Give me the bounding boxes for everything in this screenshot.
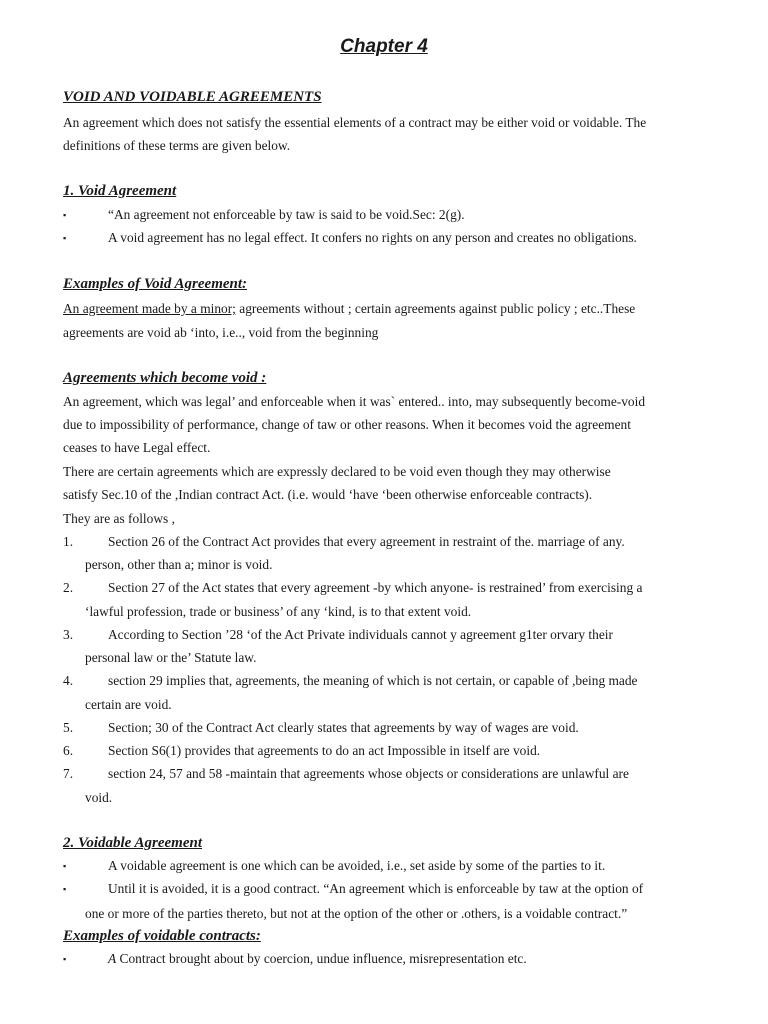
para-line: There are certain agreements which are expressly declared to be void even though they may otherwise [63,464,611,479]
heading-voidable-agreement: 2. Voidable Agreement [63,835,203,851]
heading-void-agreement: 1. Void Agreement [63,183,177,199]
numbered-item-line: Section S6(1) provides that agreements to do an act Impossible in itself are void. [108,743,541,758]
examples-void-line [63,300,635,318]
item-number: 5. [63,720,74,735]
heading-examples-voidable: Examples of voidable contracts: [63,928,261,944]
para-line: satisfy Sec.10 of the ,Indian contract Act. (i.e. would ‘have ‘been otherwise enforceable contracts). [63,487,593,502]
bullet-marker: ▪ [63,954,67,964]
examples-void-underlined: An agreement made by a minor; [63,301,236,316]
para-line: An agreement, which was legal’ and enforceable when it was` entered.. into, may subsequently become-void [63,394,646,409]
para-line: They are as follows , [63,511,175,526]
bullet-marker: ▪ [63,210,67,220]
voidable-example-prefix: A [108,951,117,966]
heading-become-void: Agreements which become void : [63,370,267,386]
item-number: 4. [63,673,74,688]
item-number: 2. [63,580,74,595]
voidable-bullet-cont: one or more of the parties thereto, but not at the option of the other or .others, is a voidable contract.” [85,906,628,921]
voidable-bullet: Until it is avoided, it is a good contract. “An agreement which is enforceable by taw at the option of [108,881,644,896]
numbered-item-line: personal law or the’ Statute law. [85,650,257,665]
examples-void-rest: agreements without ; certain agreements against public policy ; etc..These [235,301,636,316]
item-number: 1. [63,534,74,549]
bullet-marker: ▪ [63,861,67,871]
bullet-marker: ▪ [63,233,67,243]
intro-line: definitions of these terms are given below. [63,138,291,153]
numbered-item-line: certain are void. [85,697,172,712]
item-number: 7. [63,766,74,781]
numbered-item-line: Section 26 of the Contract Act provides that every agreement in restraint of the. marriage of any. [108,534,625,549]
numbered-item-line: void. [85,790,113,805]
item-number: 3. [63,627,74,642]
numbered-item-line: According to Section ’28 ‘of the Act Private individuals cannot y agreement g1ter orvary their [108,627,613,642]
void-bullet: “An agreement not enforceable by taw is said to be void.Sec: 2(g). [108,207,465,222]
numbered-item-line: Section; 30 of the Contract Act clearly states that agreements by way of wages are void. [108,720,579,735]
void-bullet: A void agreement has no legal effect. It confers no rights on any person and creates no obligations. [108,230,637,245]
section-heading-void-voidable: VOID AND VOIDABLE AGREEMENTS [63,89,322,105]
para-line: due to impossibility of performance, change of taw or other reasons. When it becomes void the agreement [63,417,631,432]
chapter-title: Chapter 4 [340,36,428,57]
numbered-item-line: section 24, 57 and 58 -maintain that agreements whose objects or considerations are unlawful are [108,766,629,781]
numbered-item-line: ‘lawful profession, trade or business’ of any ‘kind, is to that extent void. [85,604,472,619]
bullet-marker: ▪ [63,884,67,894]
numbered-item-line: Section 27 of the Act states that every agreement -by which anyone- is restrained’ from exercising a [108,580,643,595]
para-line: ceases to have Legal effect. [63,440,211,455]
heading-examples-void: Examples of Void Agreement: [63,276,248,292]
examples-void-line: agreements are void ab ‘into, i.e.., void from the beginning [63,325,379,340]
item-number: 6. [63,743,74,758]
numbered-item-line: person, other than a; minor is void. [85,557,273,572]
voidable-bullet: A voidable agreement is one which can be avoided, i.e., set aside by some of the parties to it. [108,858,606,873]
voidable-example-text: Contract brought about by coercion, undue influence, misrepresentation etc. [116,951,527,966]
intro-line: An agreement which does not satisfy the essential elements of a contract may be either void or voidable. The [63,115,647,130]
numbered-item-line: section 29 implies that, agreements, the meaning of which is not certain, or capable of ,being made [108,673,638,688]
voidable-example-bullet [108,950,527,968]
